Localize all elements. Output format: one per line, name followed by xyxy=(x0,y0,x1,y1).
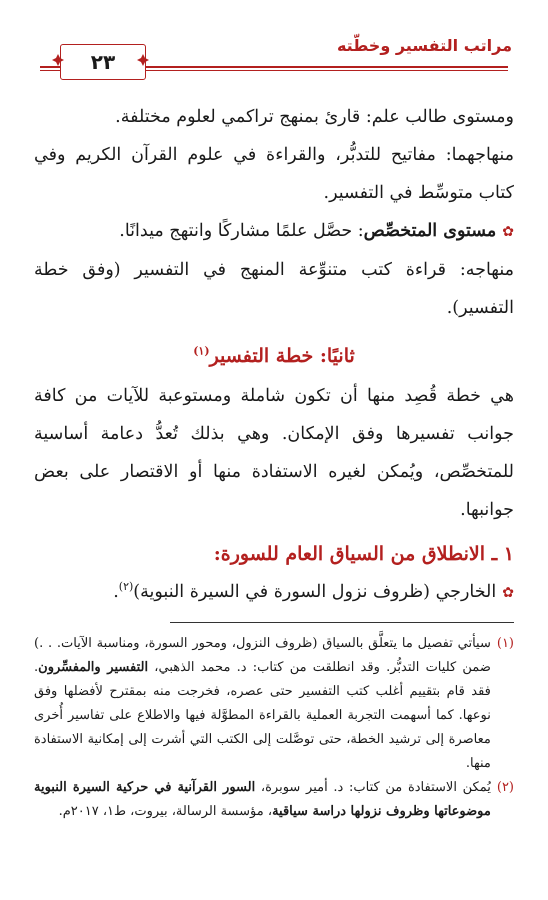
main-text xyxy=(34,98,514,612)
footnote-ref: (١) xyxy=(193,344,210,358)
footnote-text-part: سيأتي تفصيل ما يتعلَّق بالسياق (ظروف النزول، ومحور السورة، ومناسبة الآيات. . .) ضمن كليات التدبُّر. وقد انطلقت من كتاب: د. محمد الذهبي، xyxy=(34,636,491,675)
flower-bullet-icon: ✿ xyxy=(502,224,514,240)
level-label: مستوى المتخصِّص xyxy=(363,221,497,241)
footnote-text-part: ، مؤسسة الرسالة، بيروت، ط١، ٢٠١٧م. xyxy=(58,804,273,819)
running-title: مراتب التفسير وخطّته xyxy=(336,36,512,55)
book-title: التفسير والمفسِّرون xyxy=(38,660,149,675)
bullet-text: الخارجي (ظروف نزول السورة في السيرة النبوية) xyxy=(133,582,497,602)
paragraph: منهاجهما: مفاتيح للتدبُّر، والقراءة في علوم القرآن الكريم وفي كتاب متوسِّط في التفسير. xyxy=(34,145,514,203)
footnote-rule xyxy=(170,622,514,623)
footnote-number: (٢) xyxy=(496,780,514,795)
footnote-number: (١) xyxy=(496,636,514,651)
section-title-text: ثانيًا: خطة التفسير xyxy=(209,345,355,367)
book-title: السور القرآنية في حركية السيرة النبوية موضوعاتها وظروف نزولها دراسة سياقية xyxy=(34,780,491,819)
ornament-icon xyxy=(137,54,149,66)
footnote xyxy=(34,632,514,776)
footnote xyxy=(34,776,514,824)
footnote-text-part: يُمكن الاستفادة من كتاب: د. أمير سوبرة، xyxy=(255,780,491,795)
footnote-ref: (٢) xyxy=(118,580,134,594)
paragraph xyxy=(34,212,514,251)
punctuation: . xyxy=(113,582,119,602)
paragraph: منهاجه: قراءة كتب متنوِّعة المنهج في التفسير (وفق خطة التفسير). xyxy=(34,260,514,318)
footnote-text xyxy=(34,776,491,824)
flower-bullet-icon: ✿ xyxy=(502,585,514,601)
footnote-text xyxy=(34,632,491,776)
section-title xyxy=(34,337,514,375)
subsection-title: ١ ـ الانطلاق من السياق العام للسورة: xyxy=(213,543,514,565)
footnotes xyxy=(34,632,514,824)
level-text: : حصَّل علمًا مشاركًا وانتهج ميدانًا. xyxy=(119,221,364,241)
paragraph: ومستوى طالب علم: قارئ بمنهج تراكمي لعلوم مختلفة. xyxy=(115,107,514,127)
footnote-text-part: . فقد قام بتقييم أغلب كتب التفسير حتى عصره، فخرجت منه بمقترح لأفضلها وفق نوعها. كما أسهمت التجربة العملية بالقراءة المطوَّلة فيها والاطلاع على تفاسير أُخرى معاصرة إلى ترشيد الخطة، حتى توصَّلت إلى الكتب التي أشرت إلى إمكانية الاستفادة منها. xyxy=(34,660,491,771)
ornament-icon xyxy=(52,54,64,66)
paragraph xyxy=(34,573,514,612)
page-number: ٢٣ xyxy=(60,44,146,80)
paragraph: هي خطة قُصِد منها أن تكون شاملة ومستوعبة للآيات من كافة جوانب تفسيرها وفق الإمكان. وهي بذلك تُعدُّ دعامة أساسية للمتخصِّص، ويُمكن لغيره الاستفادة منها أو الاقتصار على بعض جوانبها. xyxy=(34,386,514,520)
